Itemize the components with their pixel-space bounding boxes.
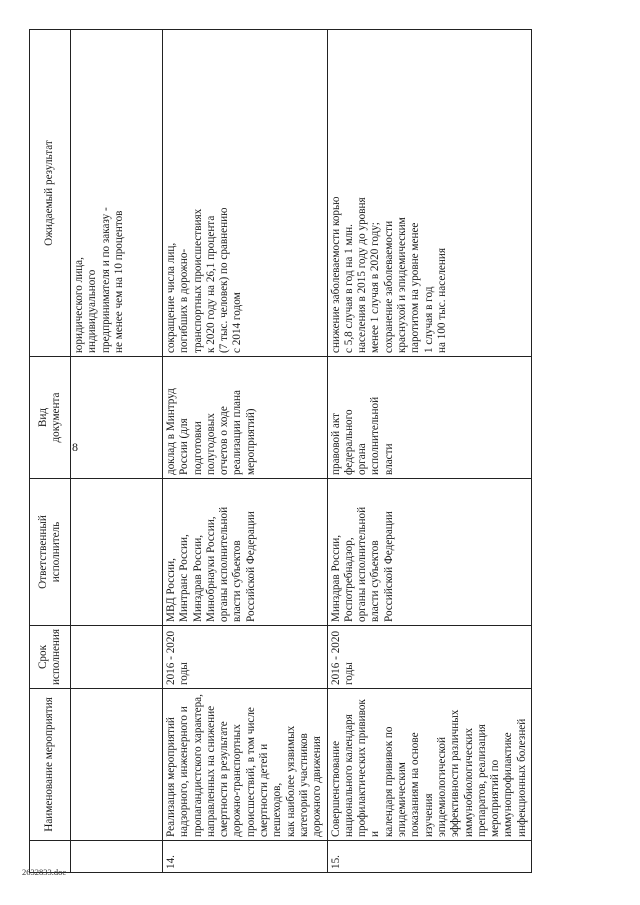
row-name bbox=[71, 689, 163, 841]
table-header-row bbox=[30, 30, 71, 873]
row-number: 14. bbox=[163, 841, 328, 873]
row-term: 2016 - 2020 годы bbox=[163, 626, 328, 689]
row-name: Реализация мероприятий надзорного, инженерного и пропагандистского характера, направленных на снижение смертности в результате дорожно-транспортных происшествий, в том числе смертности детей и пешеходов, как наиболее уязвимых категорий участников дорожного движения bbox=[163, 689, 328, 841]
header-document: Вид документа bbox=[30, 357, 71, 479]
table-row bbox=[327, 30, 531, 873]
row-number: 15. bbox=[327, 841, 531, 873]
header-result: Ожидаемый результат bbox=[30, 30, 71, 357]
row-term: 2016 - 2020 годы bbox=[327, 626, 531, 689]
header-responsible: Ответственный исполнитель bbox=[30, 479, 71, 626]
table-row bbox=[163, 30, 328, 873]
header-term: Срок исполнения bbox=[30, 626, 71, 689]
row-result: юридического лица, индивидуального предпринимателя и по заказу - не менее чем на 10 процентов bbox=[71, 30, 163, 357]
row-result: снижение заболеваемости корью с 5,8 случая в год на 1 млн. населения в 2015 году до уровня менее 1 случая в 2020 году; сохранение заболеваемости краснухой и эпидемическим паротитом на уровне менее 1 случая в год на 100 тыс. населения bbox=[327, 30, 531, 357]
row-responsible bbox=[71, 479, 163, 626]
row-document: доклад в Минтруд России (для подготовки полугодовых отчетов о ходе реализации плана мероприятий) bbox=[163, 357, 328, 479]
row-document bbox=[71, 357, 163, 479]
row-result: сокращение числа лиц, погибших в дорожно- транспортных происшествиях к 2020 году на 26,1 процента (7 тыс. человек) по сравнению с 2014 годом bbox=[163, 30, 328, 357]
rotated-table-container bbox=[29, 30, 528, 873]
activities-table bbox=[29, 29, 532, 873]
row-responsible: Минздрав России, Роспотребнадзор, органы исполнительной власти субъектов Российской Федерации bbox=[327, 479, 531, 626]
row-term bbox=[71, 626, 163, 689]
page-number: 8 bbox=[72, 440, 78, 454]
row-name: Совершенствование национального календаря профилактических прививок и календаря прививок по эпидемическим показаниям на основе изучения эпидемиологической эффективности различных иммунобиологических препаратов, реализация мероприятий по иммунопрофилактике инфекционных болезней bbox=[327, 689, 531, 841]
row-responsible: МВД России, Минтранс России, Минздрав России, Минобрнауки России, органы исполнительной власти субъектов Российской Федерации bbox=[163, 479, 328, 626]
header-name: Наименование мероприятия bbox=[30, 689, 71, 841]
footer-document-code: 2632833.doc bbox=[22, 867, 67, 877]
table-row bbox=[71, 30, 163, 873]
row-number bbox=[71, 841, 163, 873]
row-document: правовой акт федерального органа исполнительной власти bbox=[327, 357, 531, 479]
